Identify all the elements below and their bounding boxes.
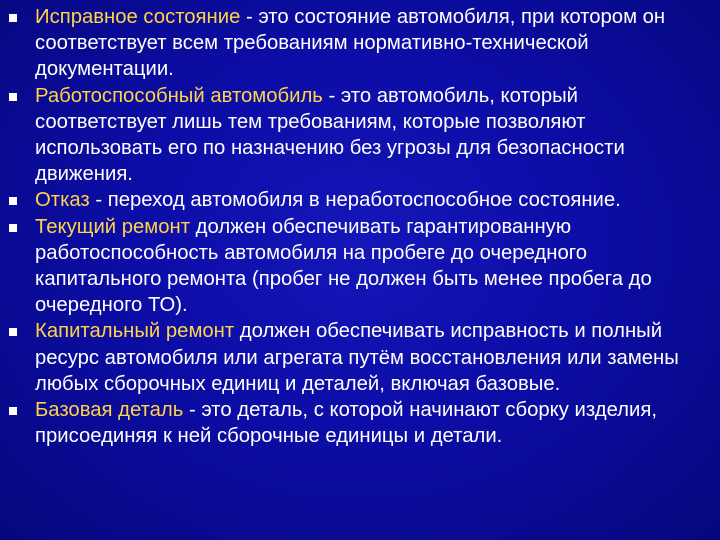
term-failure: Отказ [35, 189, 90, 212]
square-bullet-icon [9, 14, 17, 22]
term-current-repair: Текущий ремонт [35, 215, 191, 238]
square-bullet-icon [9, 224, 17, 232]
square-bullet-icon [9, 93, 17, 101]
list-item-failure [8, 187, 712, 213]
square-bullet-icon [9, 407, 17, 415]
definition-serviceable-state: - это состояние автомобиля, при котором он соответствует всем требованиям нормативно-технической документации. [35, 6, 666, 81]
definitions-list [8, 4, 712, 449]
square-bullet-icon [9, 328, 17, 336]
square-bullet-icon [9, 197, 17, 205]
definition-failure: - переход автомобиля в неработоспособное состояние. [89, 189, 621, 212]
list-item-current-repair [8, 214, 712, 319]
list-item-base-part [8, 397, 712, 449]
definition-current-repair: должен обеспечивать гарантированную работоспособность автомобиля на пробеге до очередного капитального ремонта (пробег не должен быть менее пробега до очередного ТО). [35, 215, 652, 317]
definition-base-part: - это деталь, с которой начинают сборку изделия, присоединяя к ней сборочные единицы и детали. [35, 399, 657, 448]
definition-operable-vehicle: - это автомобиль, который соответствует лишь тем требованиям, которые позволяют использовать его по назначению без угрозы для безопасности движения. [35, 84, 625, 186]
list-item-operable-vehicle [8, 83, 712, 188]
definition-overhaul: должен обеспечивать исправность и полный ресурс автомобиля или агрегата путём восстановления или замены любых сборочных единиц и деталей, включая базовые. [35, 320, 679, 395]
term-serviceable-state: Исправное состояние [35, 6, 241, 28]
term-base-part: Базовая деталь [35, 399, 184, 422]
list-item-overhaul [8, 318, 712, 397]
term-overhaul: Капитальный ремонт [35, 320, 235, 343]
list-item-serviceable-state [8, 4, 712, 83]
term-operable-vehicle: Работоспособный автомобиль [35, 84, 323, 107]
